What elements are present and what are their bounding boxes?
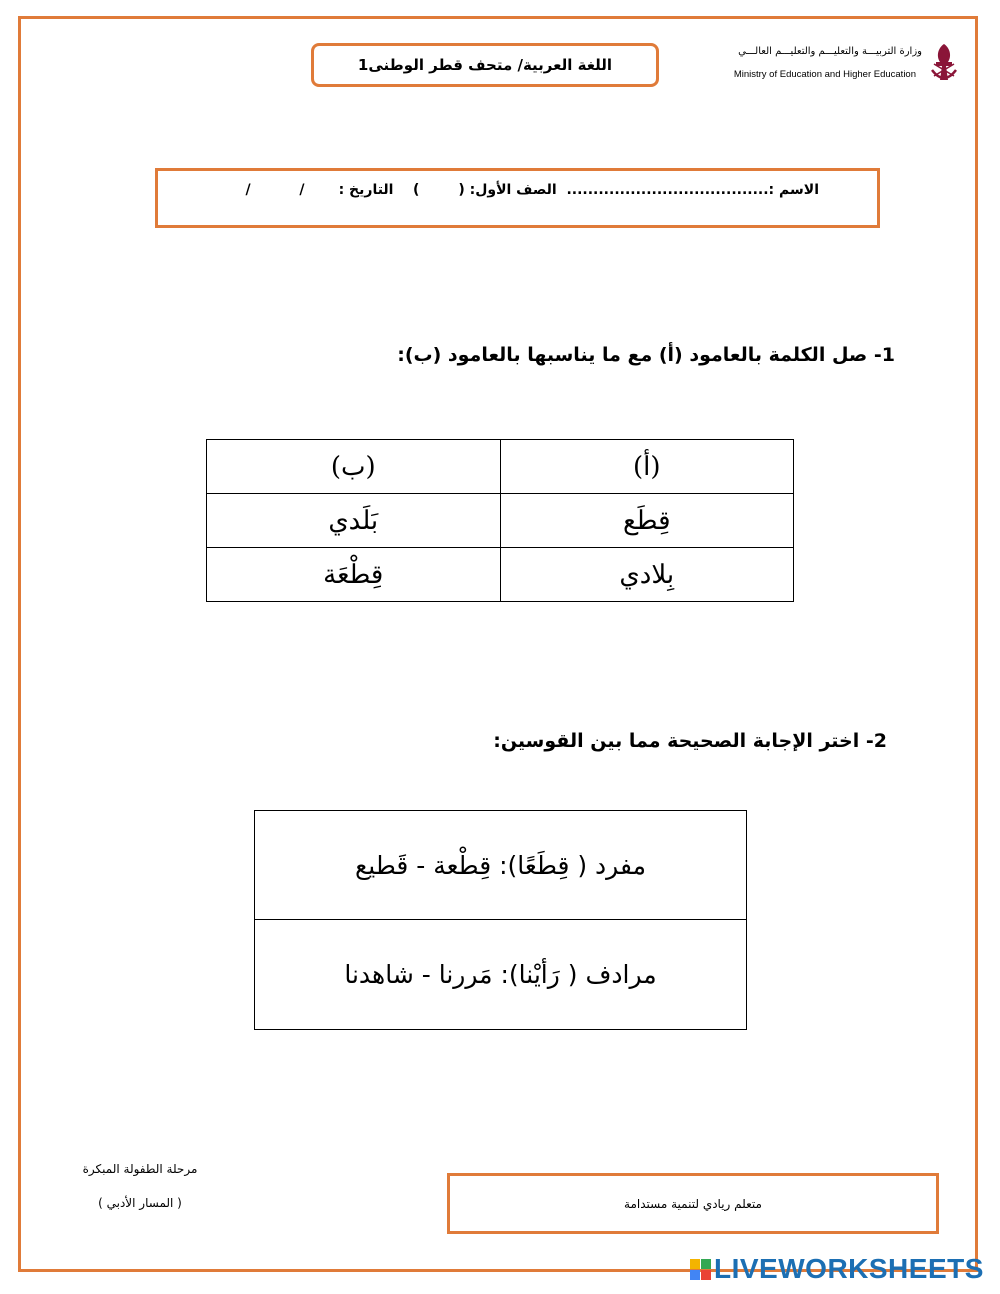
student-info-box [155,168,880,228]
stage-name: مرحلة الطفولة المبكرة [82,1162,198,1176]
question-1-prompt: 1- صل الكلمة بالعامود (أ) مع ما يناسبها بالعامود (ب): [397,344,895,366]
choice-box [254,810,747,1030]
column-a-word[interactable]: قِطَع [500,494,794,548]
column-a-word[interactable]: بِلادي [500,548,794,602]
choice-item[interactable]: مرادف ( رَأيْنا): مَررنا - شاهدنا [255,919,746,1028]
slogan-text: متعلم ريادي لتنمية مستدامة [624,1196,762,1211]
column-b-header: (ب) [207,440,501,494]
ministry-name-english: Ministry of Education and Higher Education [733,69,916,80]
ministry-logo [733,40,962,88]
liveworksheets-badge-icon [690,1259,711,1280]
slogan-box [447,1173,939,1234]
worksheet-title [311,43,659,87]
question-2-prompt: 2- اختر الإجابة الصحيحة مما بين القوسين: [493,730,887,752]
ministry-name-arabic: وزارة التربيـــة والتعليـــم والتعليـــم العالـــي [738,46,922,57]
column-a-header: (أ) [500,440,794,494]
liveworksheets-brand: LIVEWORKSHEETS [714,1253,984,1284]
track-name: ( المسار الأدبي ) [98,1196,182,1210]
worksheet-title-text: اللغة العربية/ متحف قطر الوطنى1 [357,56,613,74]
choice-item[interactable]: مفرد ( قِطَعًا): قِطْعة - قَطيع [355,850,647,880]
student-info-line: الاسم :...................................... الصف الأول: ( ) التاريخ : / / [245,182,819,198]
ministry-emblem-icon [928,40,960,88]
stage-label [60,1162,220,1230]
table-row [207,548,794,602]
table-header-row [207,440,794,494]
liveworksheets-logo [690,1253,984,1285]
column-b-word[interactable]: قِطْعَة [207,548,501,602]
matching-table [206,439,794,602]
table-row [207,494,794,548]
column-b-word[interactable]: بَلَدي [207,494,501,548]
